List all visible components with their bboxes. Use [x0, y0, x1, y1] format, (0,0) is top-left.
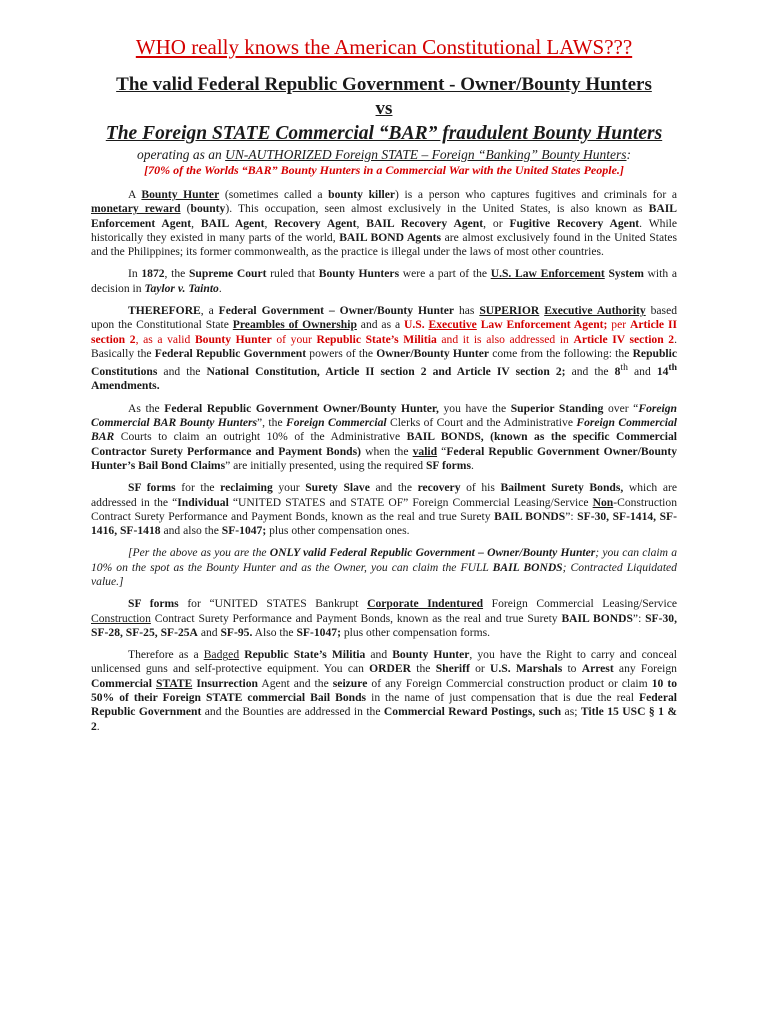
paragraph-therefore: THEREFORE, a Federal Government – Owner/Bounty Hunter has SUPERIOR Executive Authority based upon the Constitutional State Preambles of Ownership and as a U.S. Executive Law Enforcement Agent; per Article II section 2, as a valid Bounty Hunter of your Republic State’s Militia and it is also addressed in Article IV section 2. Basically the Federal Republic Government powers of the Owner/Bounty Hunter come from the following: the Republic Constitutions and the National Constitution, Article II section 2 and Article IV section 2; and the 8th and 14th Amendments.	[91, 304, 678, 393]
red-note: [70% of the Worlds “BAR” Bounty Hunters in a Commercial War with the United States People.]	[144, 163, 624, 177]
paragraph-bounty-hunter-definition: A Bounty Hunter (sometimes called a bounty killer) is a person who captures fugitives and criminals for a monetary reward (bounty). This occupation, seen almost exclusively in the United States, is also known as BAIL Enforcement Agent, BAIL Agent, Recovery Agent, BAIL Recovery Agent, or Fugitive Recovery Agent. While historically they existed in many parts of the world, BAIL BOND Agents are almost exclusively found in the United States and the Philippines; its former commonwealth, as the practice is illegal under the laws of most other countries.	[91, 188, 678, 259]
heading-line-1: The valid Federal Republic Government - Owner/Bounty Hunters	[116, 74, 652, 95]
paragraph-aside-claim: [Per the above as you are the ONLY valid Federal Republic Government – Owner/Bounty Hunter; you can claim a 10% on the spot as the Bounty Hunter and as the Owner, you can claim the FULL BAIL BONDS; Contracted Liquidated value.]	[91, 546, 677, 588]
paragraph-sf-forms-bankrupt: SF forms for “UNITED STATES Bankrupt Corporate Indentured Foreign Commercial Leasing/Service Construction Contract Surety Performance and Payment Bonds, known as the real and true Surety BAIL BONDS”: SF-30, SF-28, SF-25, SF-25A and SF-95. Also the SF-1047; plus other compensation forms.	[91, 597, 677, 639]
paragraph-supreme-court: In 1872, the Supreme Court ruled that Bounty Hunters were a part of the U.S. Law Enforcement System with a decision in Taylor v. Tainto.	[91, 267, 677, 295]
heading-line-2: The Foreign STATE Commercial “BAR” fraudulent Bounty Hunters	[105, 123, 663, 144]
subtitle: operating as an UN-AUTHORIZED Foreign STATE – Foreign “Banking” Bounty Hunters:	[137, 147, 631, 162]
document-body	[91, 188, 677, 734]
paragraph-badged-militia: Therefore as a Badged Republic State’s Militia and Bounty Hunter, you have the Right to carry and conceal unlicensed guns and self-protective equipment. You can ORDER the Sheriff or U.S. Marshals to Arrest any Foreign Commercial STATE Insurrection Agent and the seizure of any Foreign Commercial construction product or claim 10 to 50% of their Foreign STATE commercial Bail Bonds in the name of just compensation that is due the real Federal Republic Government and the Bounties are addressed in the Commercial Reward Postings, such as; Title 15 USC § 1 & 2.	[91, 648, 677, 733]
heading-vs: vs	[375, 98, 393, 119]
main-title: WHO really knows the American Constitutional LAWS???	[135, 35, 633, 59]
paragraph-sf-forms-reclaiming: SF forms for the reclaiming your Surety Slave and the recovery of his Bailment Surety Bonds, which are addressed in the “Individual “UNITED STATES and STATE OF” Foreign Commercial Leasing/Service Non-Construction Contract Surety Performance and Payment Bonds, known as the real and true Surety BAIL BONDS”: SF-30, SF-1414, SF-1416, SF-1418 and also the SF-1047; plus other compensation ones.	[91, 481, 677, 538]
paragraph-superior-standing: As the Federal Republic Government Owner/Bounty Hunter, you have the Superior Standing over “Foreign Commercial BAR Bounty Hunters”, the Foreign Commercial Clerks of Court and the Administrative Foreign Commercial BAR Courts to claim an outright 10% of the Administrative BAIL BONDS, (known as the specific Commercial Contractor Surety Performance and Payment Bonds) when the valid “Federal Republic Government Owner/Bounty Hunter’s Bail Bond Claims” are initially presented, using the required SF forms.	[91, 401, 677, 472]
